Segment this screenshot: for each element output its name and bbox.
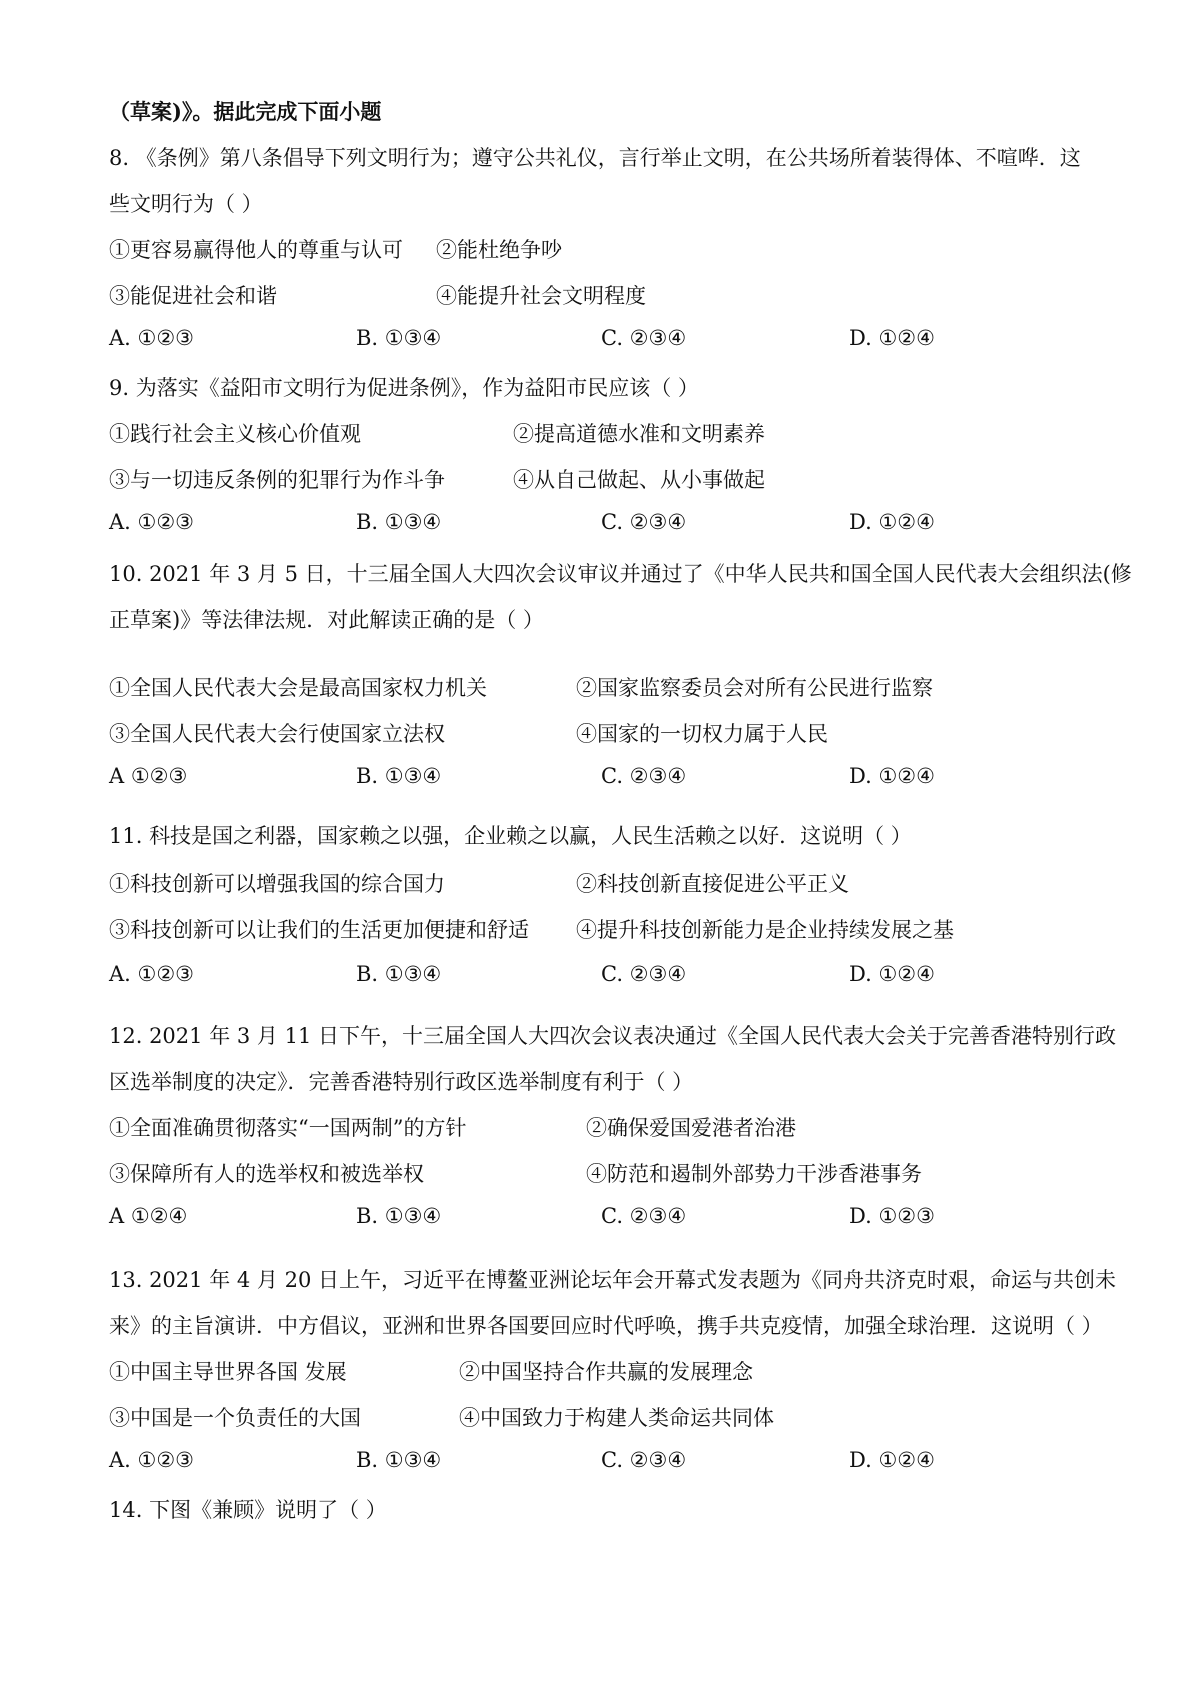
question-14-line-1: 14. 下图《兼顾》说明了（ ） bbox=[109, 1498, 387, 1522]
q10-option-c: C. ②③④ bbox=[601, 764, 687, 788]
q8-option-d: D. ①②④ bbox=[849, 326, 935, 350]
q9-statement-3: ③与一切违反条例的犯罪行为作斗争 bbox=[109, 468, 445, 492]
question-9-line-1: 9. 为落实《益阳市文明行为促进条例》，作为益阳市民应该（ ） bbox=[109, 376, 699, 400]
question-13-line-2: 来》的主旨演讲．中方倡议，亚洲和世界各国要回应时代呼唤，携手共克疫情，加强全球治理．这说明（ ） bbox=[109, 1314, 1103, 1338]
q12-option-d: D. ①②③ bbox=[849, 1204, 935, 1228]
q13-statement-4: ④中国致力于构建人类命运共同体 bbox=[459, 1406, 774, 1430]
q8-option-a: A. ①②③ bbox=[109, 326, 194, 350]
question-12-line-2: 区选举制度的决定》．完善香港特别行政区选举制度有利于（ ） bbox=[109, 1070, 694, 1094]
q9-statement-2: ②提高道德水准和文明素养 bbox=[513, 422, 765, 446]
q10-statement-2: ②国家监察委员会对所有公民进行监察 bbox=[576, 676, 933, 700]
q10-statement-4: ④国家的一切权力属于人民 bbox=[576, 722, 828, 746]
question-12-line-1: 12. 2021 年 3 月 11 日下午，十三届全国人大四次会议表决通过《全国人民代表大会关于完善香港特别行政 bbox=[109, 1024, 1116, 1048]
q8-statement-2: ②能杜绝争吵 bbox=[436, 238, 562, 262]
q11-option-a: A. ①②③ bbox=[109, 962, 194, 986]
q8-statement-3: ③能促进社会和谐 bbox=[109, 284, 277, 308]
q11-option-d: D. ①②④ bbox=[849, 962, 935, 986]
question-13-line-1: 13. 2021 年 4 月 20 日上午，习近平在博鳌亚洲论坛年会开幕式发表题为《同舟共济克时艰，命运与共创未 bbox=[109, 1268, 1116, 1292]
q10-statement-3: ③全国人民代表大会行使国家立法权 bbox=[109, 722, 445, 746]
q12-option-c: C. ②③④ bbox=[601, 1204, 687, 1228]
question-11-line-1: 11. 科技是国之利器，国家赖之以强，企业赖之以赢，人民生活赖之以好．这说明（ ） bbox=[109, 824, 912, 848]
q9-statement-4: ④从自己做起、从小事做起 bbox=[513, 468, 765, 492]
question-10-line-1: 10. 2021 年 3 月 5 日，十三届全国人大四次会议审议并通过了《中华人民共和国全国人民代表大会组织法(修 bbox=[109, 562, 1132, 586]
q9-option-b: B. ①③④ bbox=[356, 510, 442, 534]
q11-statement-4: ④提升科技创新能力是企业持续发展之基 bbox=[576, 918, 954, 942]
q13-option-b: B. ①③④ bbox=[356, 1448, 442, 1472]
question-8-line-2: 些文明行为（ ） bbox=[109, 192, 263, 216]
question-8-line-1: 8. 《条例》第八条倡导下列文明行为；遵守公共礼仪，言行举止文明，在公共场所着装得体、不喧哗．这 bbox=[109, 146, 1081, 170]
q9-statement-1: ①践行社会主义核心价值观 bbox=[109, 422, 361, 446]
q13-statement-1: ①中国主导世界各国 发展 bbox=[109, 1360, 347, 1384]
q8-statement-1: ①更容易赢得他人的尊重与认可 bbox=[109, 238, 403, 262]
q10-option-d: D. ①②④ bbox=[849, 764, 935, 788]
q12-statement-3: ③保障所有人的选举权和被选举权 bbox=[109, 1162, 424, 1186]
q13-option-a: A. ①②③ bbox=[109, 1448, 194, 1472]
q12-statement-4: ④防范和遏制外部势力干涉香港事务 bbox=[586, 1162, 922, 1186]
q10-option-a: A ①②③ bbox=[109, 764, 188, 788]
q9-option-d: D. ①②④ bbox=[849, 510, 935, 534]
q12-statement-2: ②确保爱国爱港者治港 bbox=[586, 1116, 796, 1140]
q12-statement-1: ①全面准确贯彻落实“一国两制”的方针 bbox=[109, 1116, 467, 1140]
q11-option-c: C. ②③④ bbox=[601, 962, 687, 986]
q13-option-d: D. ①②④ bbox=[849, 1448, 935, 1472]
q12-option-a: A ①②④ bbox=[109, 1204, 188, 1228]
q8-option-b: B. ①③④ bbox=[356, 326, 442, 350]
q8-statement-4: ④能提升社会文明程度 bbox=[436, 284, 646, 308]
q10-statement-1: ①全国人民代表大会是最高国家权力机关 bbox=[109, 676, 487, 700]
q9-option-a: A. ①②③ bbox=[109, 510, 194, 534]
intro-text: （草案)》。据此完成下面小题 bbox=[109, 99, 382, 124]
q13-statement-2: ②中国坚持合作共赢的发展理念 bbox=[459, 1360, 753, 1384]
q11-statement-2: ②科技创新直接促进公平正义 bbox=[576, 872, 849, 896]
q13-option-c: C. ②③④ bbox=[601, 1448, 687, 1472]
q11-option-b: B. ①③④ bbox=[356, 962, 442, 986]
question-10-line-2: 正草案)》等法律法规．对此解读正确的是（ ） bbox=[109, 608, 544, 632]
q12-option-b: B. ①③④ bbox=[356, 1204, 442, 1228]
q11-statement-1: ①科技创新可以增强我国的综合国力 bbox=[109, 872, 445, 896]
q10-option-b: B. ①③④ bbox=[356, 764, 442, 788]
q9-option-c: C. ②③④ bbox=[601, 510, 687, 534]
q11-statement-3: ③科技创新可以让我们的生活更加便捷和舒适 bbox=[109, 918, 529, 942]
q8-option-c: C. ②③④ bbox=[601, 326, 687, 350]
q13-statement-3: ③中国是一个负责任的大国 bbox=[109, 1406, 361, 1430]
